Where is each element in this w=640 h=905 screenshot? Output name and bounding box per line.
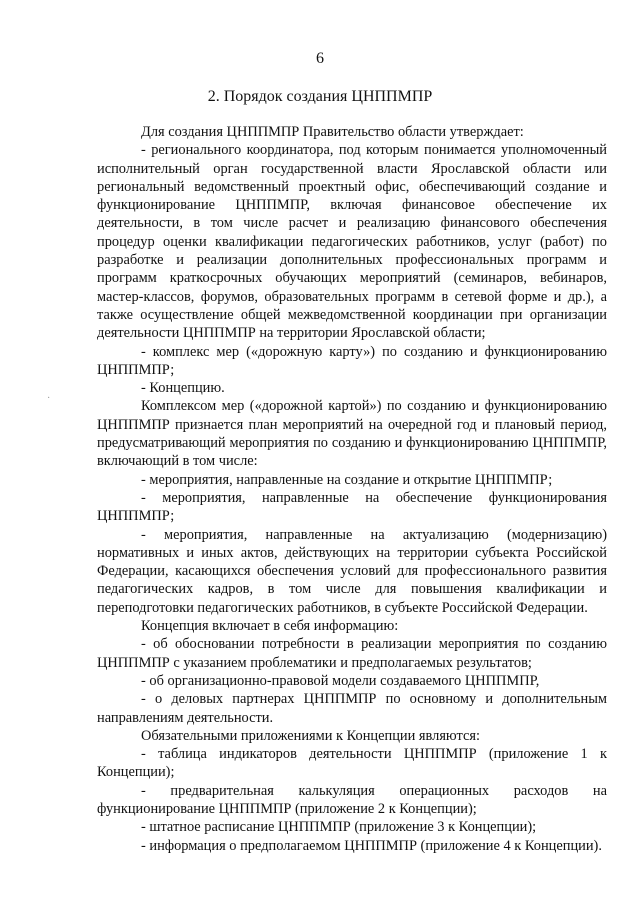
list-item-creation-measures: - мероприятия, направленные на создание и открытие ЦНППМПР; xyxy=(141,471,553,488)
list-item-appendix-4: - информация о предполагаемом ЦНППМПР (приложение 4 к Концепции). xyxy=(141,837,602,854)
paragraph-intro: Для создания ЦНППМПР Правительство области утверждает: xyxy=(141,124,524,140)
body-text xyxy=(97,123,607,855)
list-item-legal-model: - об организационно-правовой модели создаваемого ЦНППМПР, xyxy=(141,672,540,689)
paragraph-appendices: Обязательными приложениями к Концепции являются: xyxy=(141,727,480,744)
paragraph-concept-contents: Концепция включает в себя информацию: xyxy=(141,618,399,635)
list-item-regional-coordinator: - регионального координатора, под которым понимается уполномоченный исполнительный орган государственной власти Ярославской области или региональный ведомственный проектный офис, обеспечивающий создание и функционирование ЦНППМПР, включая финансовое обеспечение их деятельности, в том числе расчет и реализацию финансового обеспечения процедур оценки квалификации педагогических работников, услуг (работ) по разработке и реализации дополнительных профессиональных программ и программ краткосрочных обучающих мероприятий (семинаров, вебинаров, мастер-классов, форумов, образовательных программ в сетевой форме и др.), а также осуществление общей межведомственной координации при организации деятельности ЦНППМПР на территории Ярославской области; xyxy=(97,142,607,342)
list-item-appendix-1: - таблица индикаторов деятельности ЦНППМПР (приложение 1 к Концепции); xyxy=(97,746,607,781)
list-item-modernization-measures: - мероприятия, направленные на актуализацию (модернизацию) нормативных и иных актов, действующих на территории субъекта Российской Федерации, касающихся обеспечения условий для профессионального развития педагогических кадров, в том числе для повышения квалификации и переподготовки педагогических работников, в субъекте Российской Федерации. xyxy=(97,526,607,616)
margin-mark: · xyxy=(47,393,51,404)
list-item-justification: - об обосновании потребности в реализации мероприятия по созданию ЦНППМПР с указанием проблематики и предполагаемых результатов; xyxy=(97,636,607,671)
page-number: 6 xyxy=(316,50,324,67)
section-title: 2. Порядок создания ЦНППМПР xyxy=(207,88,433,105)
list-item-concept: - Концепцию. xyxy=(141,380,225,397)
list-item-appendix-3: - штатное расписание ЦНППМПР (приложение 3 к Концепции); xyxy=(141,819,537,836)
list-item-partners: - о деловых партнерах ЦНППМПР по основному и дополнительным направлениям деятельности. xyxy=(97,691,607,726)
paragraph-roadmap-definition: Комплексом мер («дорожной картой») по созданию и функционированию ЦНППМПР признается план мероприятий на очередной год и плановый период, предусматривающий мероприятия по созданию и функционированию ЦНППМПР, включающий в том числе: xyxy=(97,398,607,470)
list-item-operation-measures: - мероприятия, направленные на обеспечение функционирования ЦНППМПР; xyxy=(97,489,607,525)
list-item-roadmap: - комплекс мер («дорожную карту») по созданию и функционированию ЦНППМПР; xyxy=(97,343,607,378)
list-item-appendix-2: - предварительная калькуляция операционных расходов на функционирование ЦНППМПР (приложение 2 к Концепции); xyxy=(97,782,607,817)
